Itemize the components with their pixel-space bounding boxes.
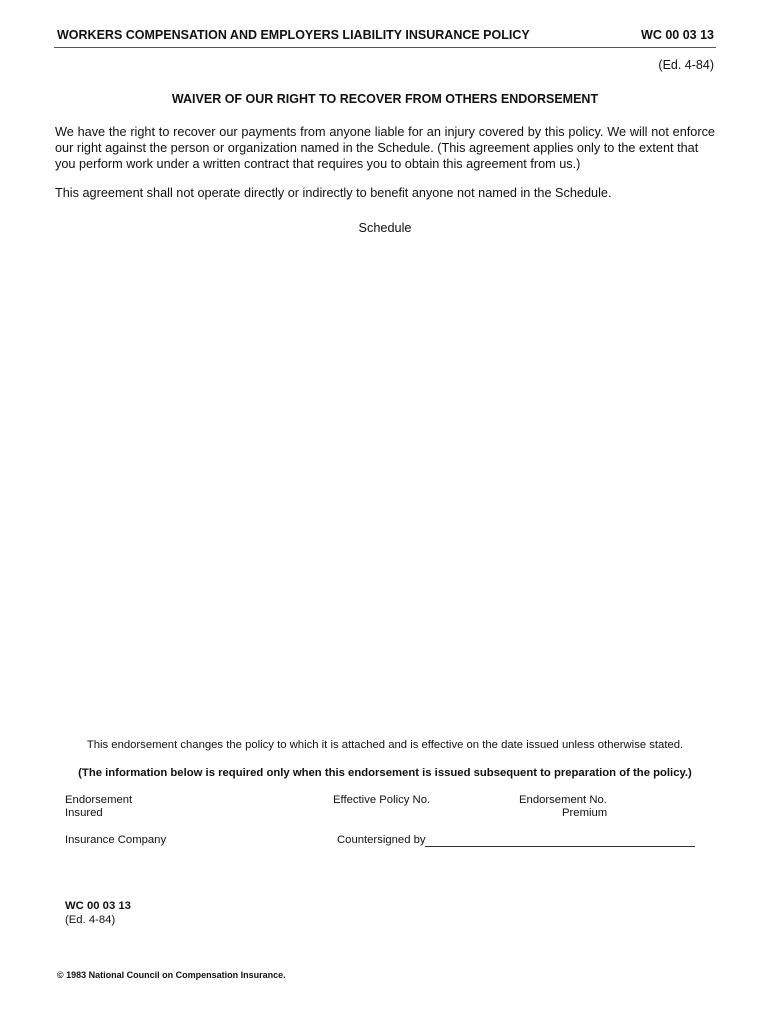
information-note: (The information below is required only when this endorsement is issued subsequent to preparation of the policy.): [78, 767, 692, 779]
countersigned-by-label: Countersigned by: [337, 834, 426, 846]
schedule-heading: Schedule: [358, 221, 412, 235]
effective-notice: This endorsement changes the policy to which it is attached and is effective on the date issued unless otherwise stated.: [86, 739, 684, 751]
effective-policy-no-label: Effective Policy No.: [333, 794, 431, 806]
copyright-notice: © 1983 National Council on Compensation Insurance.: [57, 970, 286, 980]
header-divider: [54, 47, 716, 48]
premium-label: Premium: [562, 807, 608, 819]
paragraph-line: We have the right to recover our payments from anyone liable for an injury covered by this policy. We will not enforce: [55, 125, 715, 139]
endorsement-title: WAIVER OF OUR RIGHT TO RECOVER FROM OTHERS ENDORSEMENT: [171, 92, 599, 106]
endorsement-no-label: Endorsement No.: [519, 794, 607, 806]
paragraph-line: you perform work under a written contract that requires you to obtain this agreement from us.): [55, 157, 581, 171]
paragraph-line: our right against the person or organization named in the Schedule. (This agreement applies only to the extent that: [55, 141, 699, 155]
footer-edition: (Ed. 4-84): [65, 914, 116, 926]
form-edition: (Ed. 4-84): [658, 58, 714, 72]
footer-form-code: WC 00 03 13: [65, 900, 131, 912]
form-code: WC 00 03 13: [641, 28, 714, 42]
paragraph-no-benefit: This agreement shall not operate directly or indirectly to benefit anyone not named in the Schedule.: [55, 186, 612, 200]
policy-header-title: WORKERS COMPENSATION AND EMPLOYERS LIABILITY INSURANCE POLICY: [57, 28, 530, 42]
insured-label: Insured: [65, 807, 103, 819]
endorsement-label: Endorsement: [65, 794, 133, 806]
countersignature-line[interactable]: [425, 846, 695, 847]
insurance-company-label: Insurance Company: [65, 834, 167, 846]
paragraph-right-to-recover: [55, 124, 715, 172]
